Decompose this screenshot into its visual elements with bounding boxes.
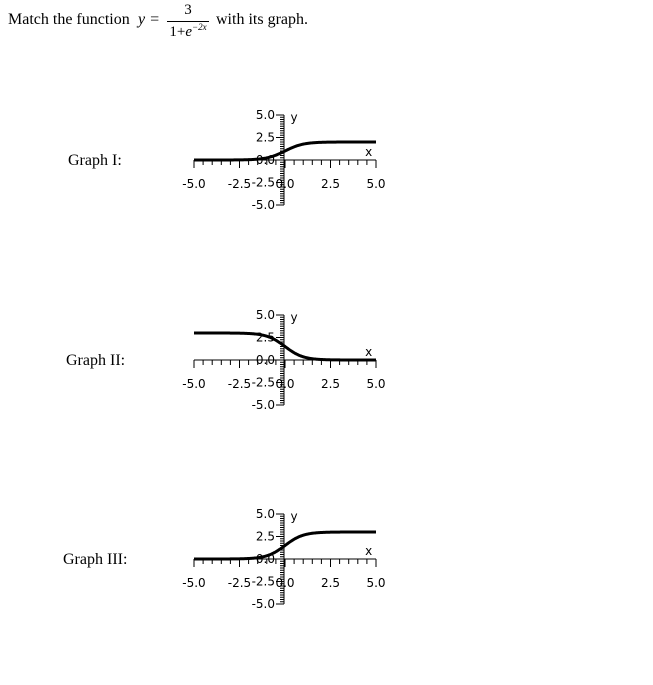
graph-2-y-tick-label: 5.0 [255,308,275,322]
graph-2-label: Graph II: [66,352,126,369]
graph-1-curve [194,142,376,160]
graph-2-x-tick-label: 2.5 [320,377,341,391]
graph-2-y-tick-label: 2.5 [255,330,275,345]
graph-2-x-tick-label: -2.5 [227,377,252,391]
graph-2-y-tick-label: -5.0 [251,398,275,412]
graph-1-x-tick-label: 0.0 [275,177,295,191]
graph-2-y-axis-label: y [290,310,298,325]
graph-2-y-tick-label: -2.5 [251,375,275,390]
graph-2-curve [194,330,376,360]
fraction-numerator: 3 [184,2,192,18]
graph-2-x-tick-label: 0.0 [275,377,295,391]
graph-1-y-tick-label: -2.5 [251,175,275,190]
graph-3-curve [194,529,376,559]
graph-1-x-tick-label: -2.5 [227,177,252,191]
graph-1-x-tick-label: 5.0 [366,177,386,191]
graph-1-y-tick-label: 2.5 [255,130,275,145]
graph-3-x-tick-label: -2.5 [227,576,252,590]
question-prefix: Match the function [8,11,130,28]
graph-2-x-axis-label: x [365,345,373,359]
graph-1-y-axis-label: y [290,110,298,125]
graph-1-x-tick-label: -5.0 [182,177,206,191]
denominator-e: e [185,24,193,40]
denominator-base: 1+ [169,24,186,40]
graph-3-x-tick-label: -5.0 [182,576,206,590]
graph-3-x-tick-label: 5.0 [366,576,386,590]
graph-2-x-tick-label: -5.0 [182,377,206,391]
graph-1-x-tick-label: 2.5 [320,177,341,191]
graph-3-y-tick-label: 2.5 [255,529,275,544]
graph-3-x-axis-label: x [365,544,373,558]
graph-3-x-tick-label: 2.5 [320,576,341,590]
graph-3-y-axis-label: y [290,509,298,524]
graph-3-label: Graph III: [63,551,128,568]
graph-2-y-tick-label: 0.0 [255,353,275,367]
graph-2-x-tick-label: 5.0 [366,377,386,391]
denominator-exponent: −2x [192,22,207,32]
graph-1-y-tick-label: -5.0 [251,198,275,212]
graph-3-y-tick-label: 5.0 [255,507,275,521]
graph-1-label: Graph I: [68,152,122,169]
question-suffix: with its graph. [216,11,308,28]
function-variable: y = [138,11,160,28]
graph-3-x-tick-label: 0.0 [275,576,295,590]
graph-1-y-tick-label: 0.0 [255,153,275,167]
graph-1-x-axis-label: x [365,145,373,159]
graph-3-y-tick-label: -5.0 [251,597,275,611]
graph-3-y-tick-label: 0.0 [255,552,275,566]
graph-1-y-tick-label: 5.0 [255,108,275,122]
graph-3-y-tick-label: -2.5 [251,574,275,589]
